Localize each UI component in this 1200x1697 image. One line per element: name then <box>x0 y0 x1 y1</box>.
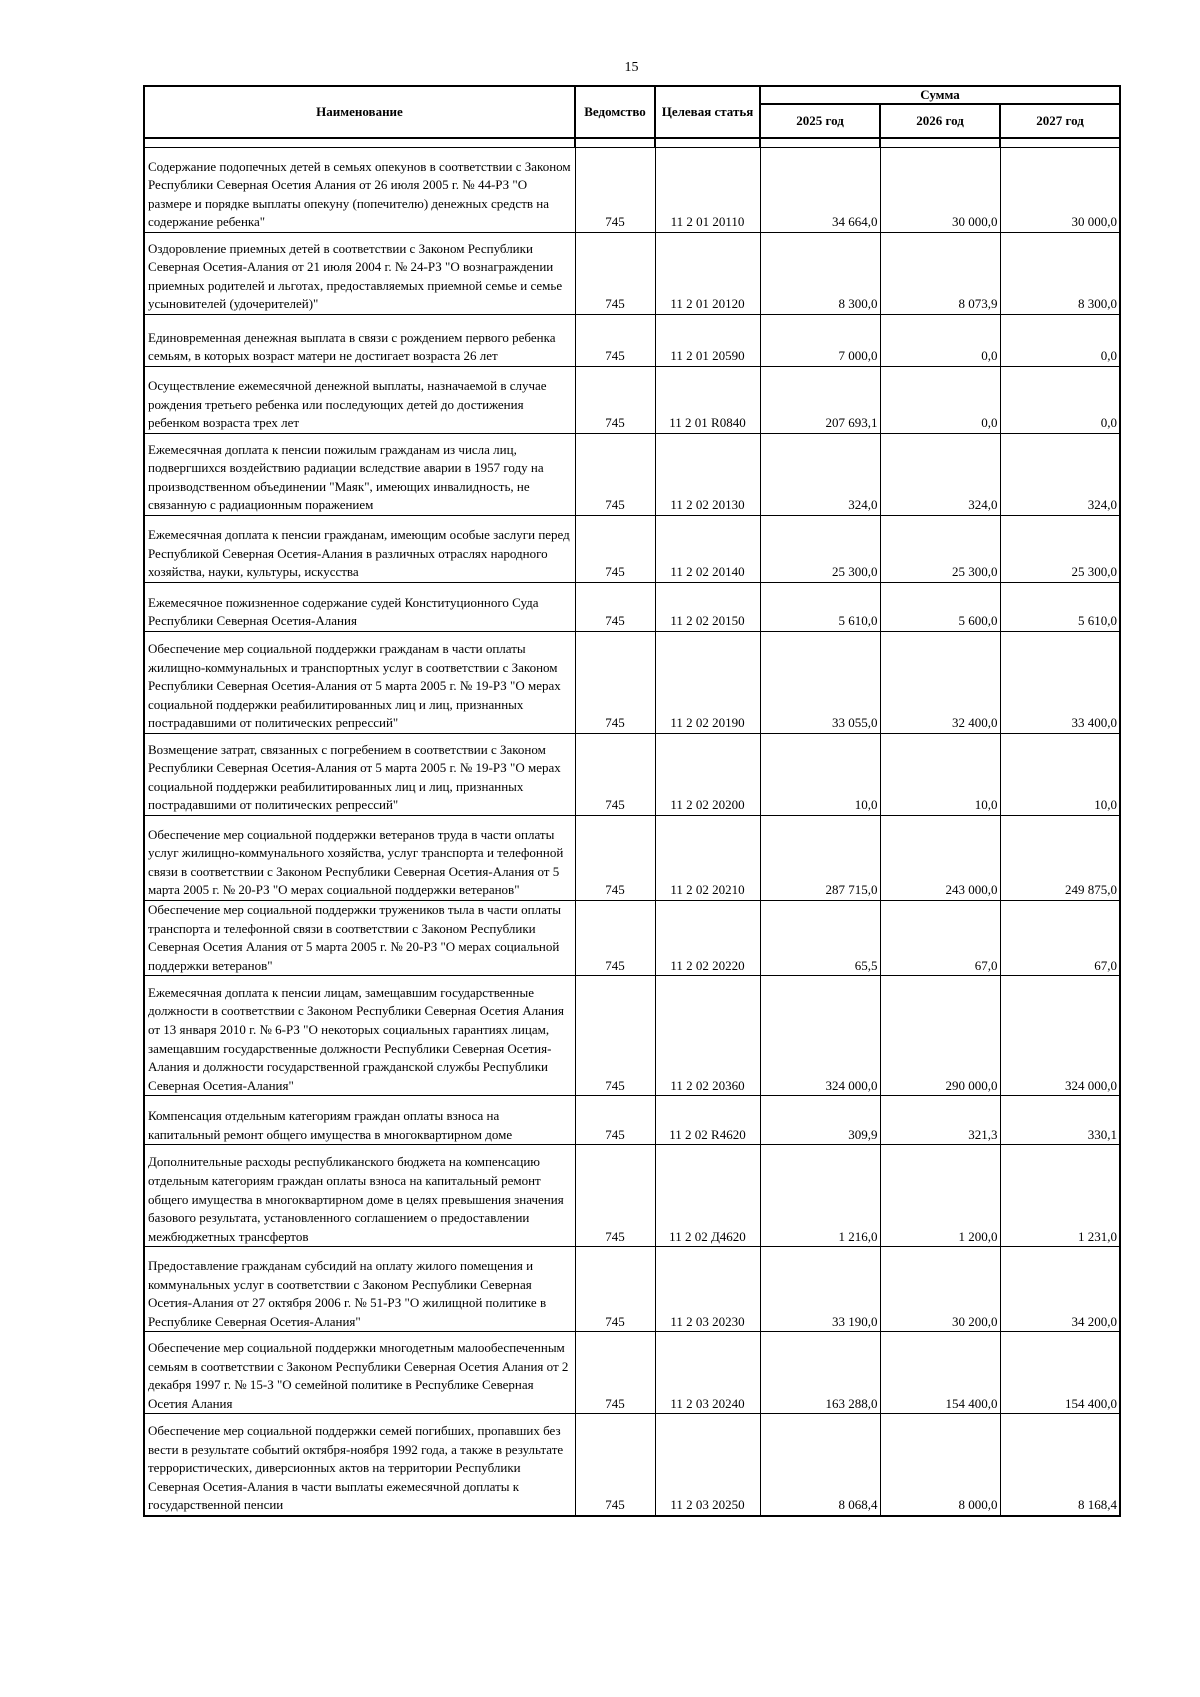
row-target-item-cell: 11 2 02 R4620 <box>655 1096 760 1145</box>
row-name-cell: Ежемесячная доплата к пенсии пожилым гражданам из числа лиц, подвергшихся воздействию радиации вследствие аварии в 1957 году на производственном объединении "Маяк", имеющих инвалидность, не связанную с радиационным поражением <box>144 434 575 516</box>
row-department-cell: 745 <box>575 315 655 367</box>
row-sum-2026-cell: 290 000,0 <box>880 976 1000 1096</box>
header-department: Ведомство <box>575 86 655 138</box>
table-row <box>144 816 1120 901</box>
row-target-item-cell: 11 2 02 20360 <box>655 976 760 1096</box>
row-sum-2025-cell: 65,5 <box>760 901 880 976</box>
row-name-cell: Компенсация отдельным категориям граждан оплаты взноса на капитальный ремонт общего имущества в многоквартирном доме <box>144 1096 575 1145</box>
row-name-cell: Ежемесячное пожизненное содержание судей Конституционного Суда Республики Северная Осетия-Алания <box>144 583 575 632</box>
row-sum-2026-cell: 67,0 <box>880 901 1000 976</box>
header-spacer-row <box>144 138 1120 148</box>
row-department-cell: 745 <box>575 632 655 734</box>
table-row <box>144 632 1120 734</box>
row-target-item-cell: 11 2 02 20220 <box>655 901 760 976</box>
row-department-cell: 745 <box>575 367 655 434</box>
table-row <box>144 1414 1120 1516</box>
row-name-cell: Ежемесячная доплата к пенсии лицам, замещавшим государственные должности в соответствии с Законом Республики Северная Осетия Алания от 13 января 2010 г. № 6-РЗ "О некоторых социальных гарантиях лицам, замещавшим государственные должности Республики Северная Осетия-Алания и должности государственной гражданской службы Республики Северная Осетия-Алания" <box>144 976 575 1096</box>
row-name-cell: Ежемесячная доплата к пенсии гражданам, имеющим особые заслуги перед Республикой Северная Осетия-Алания в различных отраслях народного хозяйства, науки, культуры, искусства <box>144 516 575 583</box>
row-sum-2025-cell: 287 715,0 <box>760 816 880 901</box>
table-body <box>144 148 1120 1516</box>
row-target-item-cell: 11 2 03 20230 <box>655 1247 760 1332</box>
table-header <box>144 86 1120 148</box>
row-sum-2027-cell: 0,0 <box>1000 315 1120 367</box>
row-target-item-cell: 11 2 02 20130 <box>655 434 760 516</box>
row-sum-2025-cell: 7 000,0 <box>760 315 880 367</box>
row-department-cell: 745 <box>575 816 655 901</box>
row-sum-2026-cell: 8 000,0 <box>880 1414 1000 1516</box>
row-target-item-cell: 11 2 01 20120 <box>655 233 760 315</box>
row-sum-2027-cell: 33 400,0 <box>1000 632 1120 734</box>
row-department-cell: 745 <box>575 1096 655 1145</box>
row-department-cell: 745 <box>575 233 655 315</box>
row-name-cell: Оздоровление приемных детей в соответствии с Законом Республики Северная Осетия-Алания от 21 июля 2004 г. № 24-РЗ "О вознаграждении приемных родителей и льготах, предоставляемых приемной семье и семье усыновителей (удочерителей)" <box>144 233 575 315</box>
row-sum-2026-cell: 0,0 <box>880 315 1000 367</box>
row-sum-2026-cell: 0,0 <box>880 367 1000 434</box>
row-name-cell: Обеспечение мер социальной поддержки ветеранов труда в части оплаты услуг жилищно-коммунального хозяйства, услуг транспорта и телефонной связи в соответствии с Законом Республики Северная Осетия-Алания от 5 марта 2005 г. № 20-РЗ "О мерах социальной поддержки ветеранов" <box>144 816 575 901</box>
row-sum-2027-cell: 34 200,0 <box>1000 1247 1120 1332</box>
row-sum-2027-cell: 67,0 <box>1000 901 1120 976</box>
table-row <box>144 434 1120 516</box>
row-department-cell: 745 <box>575 1145 655 1247</box>
table-row <box>144 148 1120 233</box>
row-sum-2027-cell: 0,0 <box>1000 367 1120 434</box>
row-sum-2027-cell: 8 168,4 <box>1000 1414 1120 1516</box>
row-department-cell: 745 <box>575 583 655 632</box>
row-target-item-cell: 11 2 02 20200 <box>655 734 760 816</box>
row-sum-2027-cell: 30 000,0 <box>1000 148 1120 233</box>
row-sum-2026-cell: 1 200,0 <box>880 1145 1000 1247</box>
row-target-item-cell: 11 2 03 20250 <box>655 1414 760 1516</box>
row-department-cell: 745 <box>575 1332 655 1414</box>
row-department-cell: 745 <box>575 434 655 516</box>
header-year-2027: 2027 год <box>1000 104 1120 138</box>
row-name-cell: Осуществление ежемесячной денежной выплаты, назначаемой в случае рождения третьего ребенка или последующих детей до достижения ребенком возраста трех лет <box>144 367 575 434</box>
row-target-item-cell: 11 2 02 20140 <box>655 516 760 583</box>
row-name-cell: Единовременная денежная выплата в связи с рождением первого ребенка семьям, в которых возраст матери не достигает возраста 26 лет <box>144 315 575 367</box>
row-sum-2025-cell: 8 068,4 <box>760 1414 880 1516</box>
row-target-item-cell: 11 2 02 20150 <box>655 583 760 632</box>
row-sum-2025-cell: 34 664,0 <box>760 148 880 233</box>
row-sum-2025-cell: 5 610,0 <box>760 583 880 632</box>
row-department-cell: 745 <box>575 901 655 976</box>
row-sum-2026-cell: 32 400,0 <box>880 632 1000 734</box>
table-row <box>144 1247 1120 1332</box>
row-name-cell: Обеспечение мер социальной поддержки гражданам в части оплаты жилищно-коммунальных и транспортных услуг в соответствии с Законом Республики Северная Осетия-Алания от 5 марта 2005 г. № 19-РЗ "О мерах социальной поддержки реабилитированных лиц и лиц, признанных пострадавшими от политических репрессий" <box>144 632 575 734</box>
table-row <box>144 1145 1120 1247</box>
row-sum-2027-cell: 324,0 <box>1000 434 1120 516</box>
row-sum-2026-cell: 243 000,0 <box>880 816 1000 901</box>
row-sum-2026-cell: 8 073,9 <box>880 233 1000 315</box>
row-sum-2026-cell: 25 300,0 <box>880 516 1000 583</box>
row-name-cell: Предоставление гражданам субсидий на оплату жилого помещения и коммунальных услуг в соответствии с Законом Республики Северная Осетия-Алания от 27 октября 2006 г. № 51-РЗ "О жилищной политике в Республике Северная Осетия-Алания" <box>144 1247 575 1332</box>
row-sum-2025-cell: 8 300,0 <box>760 233 880 315</box>
row-department-cell: 745 <box>575 976 655 1096</box>
row-target-item-cell: 11 2 02 20210 <box>655 816 760 901</box>
row-sum-2025-cell: 309,9 <box>760 1096 880 1145</box>
row-sum-2027-cell: 330,1 <box>1000 1096 1120 1145</box>
row-sum-2027-cell: 25 300,0 <box>1000 516 1120 583</box>
table-row <box>144 367 1120 434</box>
row-sum-2026-cell: 324,0 <box>880 434 1000 516</box>
row-target-item-cell: 11 2 01 20110 <box>655 148 760 233</box>
row-sum-2027-cell: 10,0 <box>1000 734 1120 816</box>
row-sum-2026-cell: 5 600,0 <box>880 583 1000 632</box>
table-row <box>144 516 1120 583</box>
row-sum-2025-cell: 1 216,0 <box>760 1145 880 1247</box>
row-sum-2027-cell: 5 610,0 <box>1000 583 1120 632</box>
row-name-cell: Обеспечение мер социальной поддержки многодетным малообеспеченным семьям в соответствии с Законом Республики Северная Осетия Алания от 2 декабря 1997 г. № 15-З "О семейной политике в Республике Северная Осетия Алания <box>144 1332 575 1414</box>
row-sum-2026-cell: 30 200,0 <box>880 1247 1000 1332</box>
row-name-cell: Возмещение затрат, связанных с погребением в соответствии с Законом Республики Северная Осетия-Алания от 5 марта 2005 г. № 19-РЗ "О мерах социальной поддержки реабилитированных лиц и лиц, признанных пострадавшими от политических репрессий" <box>144 734 575 816</box>
row-target-item-cell: 11 2 01 R0840 <box>655 367 760 434</box>
row-department-cell: 745 <box>575 1247 655 1332</box>
row-sum-2025-cell: 207 693,1 <box>760 367 880 434</box>
row-name-cell: Обеспечение мер социальной поддержки семей погибших, пропавших без вести в результате событий октября-ноября 1992 года, а также в результате террористических, диверсионных актов на территории Республики Северная Осетия-Алания в части выплаты ежемесячной доплаты к государственной пенсии <box>144 1414 575 1516</box>
header-name: Наименование <box>144 86 575 138</box>
table-row <box>144 901 1120 976</box>
table-row <box>144 315 1120 367</box>
table-row <box>144 976 1120 1096</box>
row-target-item-cell: 11 2 02 Д4620 <box>655 1145 760 1247</box>
row-target-item-cell: 11 2 01 20590 <box>655 315 760 367</box>
header-year-2025: 2025 год <box>760 104 880 138</box>
row-sum-2025-cell: 163 288,0 <box>760 1332 880 1414</box>
header-year-2026: 2026 год <box>880 104 1000 138</box>
header-target-item: Целевая статья <box>655 86 760 138</box>
table-row <box>144 583 1120 632</box>
row-name-cell: Дополнительные расходы республиканского бюджета на компенсацию отдельным категориям граждан оплаты взноса на капитальный ремонт общего имущества в многоквартирном доме в целях превышения значения базового результата, установленного соглашением о предоставлении межбюджетных трансфертов <box>144 1145 575 1247</box>
row-sum-2027-cell: 249 875,0 <box>1000 816 1120 901</box>
row-sum-2027-cell: 324 000,0 <box>1000 976 1120 1096</box>
page-number: 15 <box>624 60 639 75</box>
row-sum-2026-cell: 154 400,0 <box>880 1332 1000 1414</box>
row-sum-2025-cell: 10,0 <box>760 734 880 816</box>
row-sum-2026-cell: 10,0 <box>880 734 1000 816</box>
row-sum-2025-cell: 33 055,0 <box>760 632 880 734</box>
row-department-cell: 745 <box>575 148 655 233</box>
row-target-item-cell: 11 2 03 20240 <box>655 1332 760 1414</box>
row-sum-2026-cell: 30 000,0 <box>880 148 1000 233</box>
row-department-cell: 745 <box>575 734 655 816</box>
table-row <box>144 1332 1120 1414</box>
table-row <box>144 734 1120 816</box>
row-department-cell: 745 <box>575 1414 655 1516</box>
row-sum-2026-cell: 321,3 <box>880 1096 1000 1145</box>
row-sum-2027-cell: 1 231,0 <box>1000 1145 1120 1247</box>
row-sum-2025-cell: 324,0 <box>760 434 880 516</box>
row-name-cell: Содержание подопечных детей в семьях опекунов в соответствии с Законом Республики Северная Осетия Алания от 26 июля 2005 г. № 44-РЗ "О размере и порядке выплаты опекуну (попечителю) денежных средств на содержание ребенка" <box>144 148 575 233</box>
header-sum: Сумма <box>760 86 1120 104</box>
row-target-item-cell: 11 2 02 20190 <box>655 632 760 734</box>
row-sum-2027-cell: 154 400,0 <box>1000 1332 1120 1414</box>
row-sum-2025-cell: 324 000,0 <box>760 976 880 1096</box>
row-sum-2025-cell: 33 190,0 <box>760 1247 880 1332</box>
budget-table <box>143 85 1121 1517</box>
row-department-cell: 745 <box>575 516 655 583</box>
row-sum-2027-cell: 8 300,0 <box>1000 233 1120 315</box>
table-row <box>144 1096 1120 1145</box>
row-sum-2025-cell: 25 300,0 <box>760 516 880 583</box>
row-name-cell: Обеспечение мер социальной поддержки тружеников тыла в части оплаты транспорта и телефонной связи в соответствии с Законом Республики Северная Осетия Алания от 5 марта 2005 г. № 20-РЗ "О мерах социальной поддержки ветеранов" <box>144 901 575 976</box>
table-row <box>144 233 1120 315</box>
